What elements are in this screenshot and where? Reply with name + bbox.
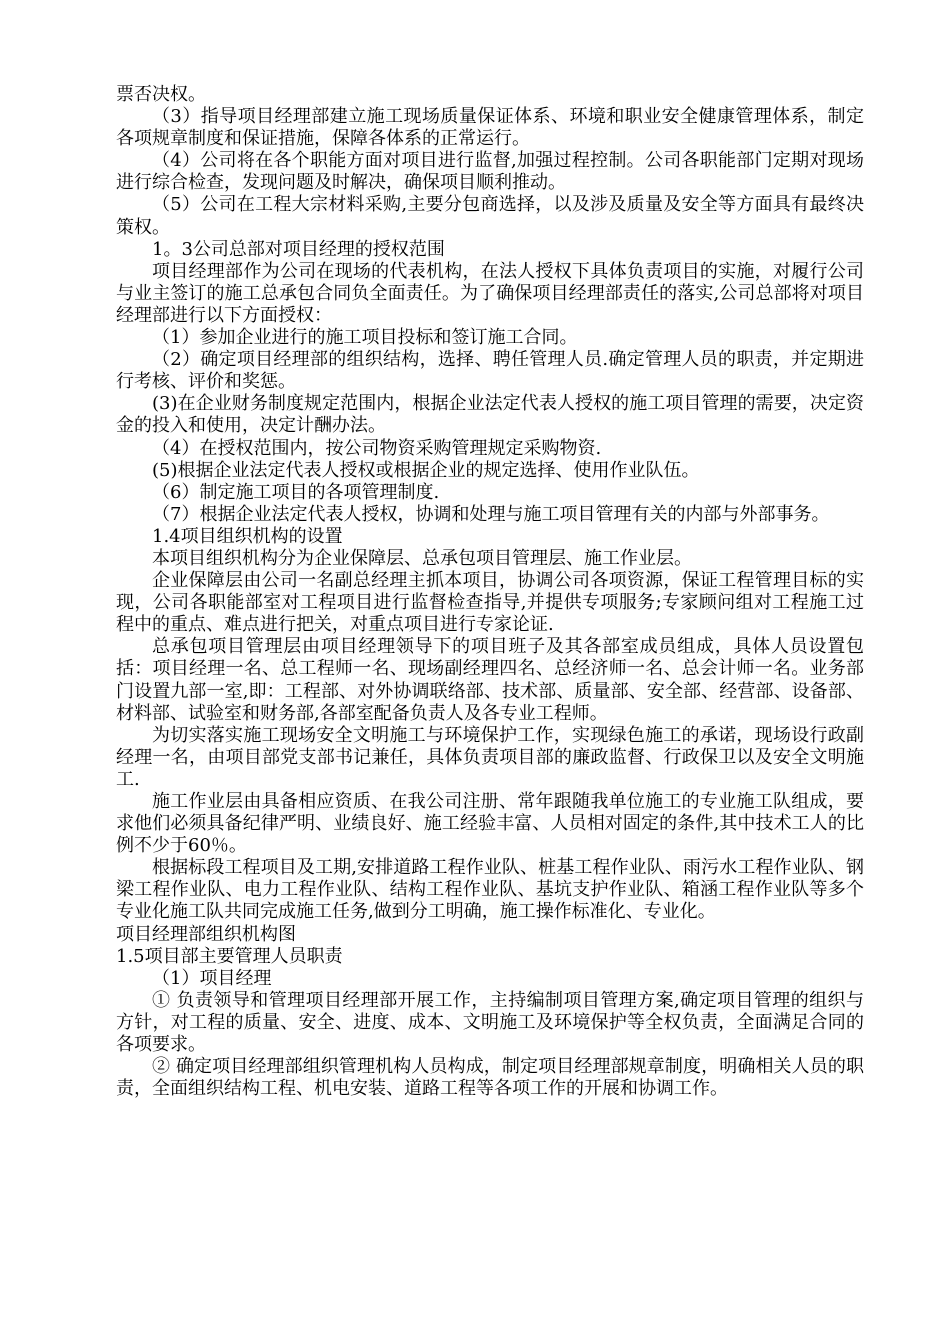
- section-heading-1-5: 1.5项目部主要管理人员职责: [116, 945, 343, 967]
- paragraph-org-layers: 本项目组织机构分为企业保障层、总承包项目管理层、施工作业层。: [152, 547, 692, 569]
- subheading-project-manager: （1）项目经理: [152, 967, 272, 989]
- paragraph-work-teams: 根据标段工程项目及工期,安排道路工程作业队、桩基工程作业队、雨污水工程作业队、钢梁工程作业队、电力工程作业队、结构工程作业队、基坑支护作业队、箱涵工程作业队等多个专业化施工队共同完成施工任务,做到分工明确，施工操作标准化、专业化。: [116, 857, 864, 923]
- paragraph-authorization-intro: 项目经理部作为公司在现场的代表机构，在法人授权下具体负责项目的实施，对履行公司与业主签订的施工总承包合同负全面责任。为了确保项目经理部责任的落实,公司总部将对项目经理部进行以下方面授权：: [116, 260, 864, 326]
- paragraph-auth-7: （7）根据企业法定代表人授权，协调和处理与施工项目管理有关的内部与外部事务。: [152, 503, 830, 525]
- paragraph-safety-civilization: 为切实落实施工现场安全文明施工与环境保护工作，实现绿色施工的承诺，现场设行政副经理一名，由项目部党支部书记兼任，具体负责项目部的廉政监督、行政保卫以及安全文明施工.: [116, 724, 864, 790]
- paragraph-item-4: （4）公司将在各个职能方面对项目进行监督,加强过程控制。公司各职能部门定期对现场进行综合检查，发现问题及时解决，确保项目顺利推动。: [116, 150, 864, 194]
- paragraph-auth-6: （6）制定施工项目的各项管理制度.: [152, 481, 440, 503]
- section-heading-1-4: 1.4项目组织机构的设置: [152, 525, 343, 547]
- paragraph-item-3: （3）指导项目经理部建立施工现场质量保证体系、环境和职业安全健康管理体系，制定各项规章制度和保证措施，保障各体系的正常运行。: [116, 106, 864, 150]
- paragraph-auth-1: （1）参加企业进行的施工项目投标和签订施工合同。: [152, 327, 578, 349]
- paragraph-item-5: （5）公司在工程大宗材料采购,主要分包商选择，以及涉及质量及安全等方面具有最终决策权。: [116, 194, 864, 238]
- paragraph-auth-2: （2）确定项目经理部的组织结构，选择、聘任管理人员.确定管理人员的职责，并定期进行考核、评价和奖惩。: [116, 349, 864, 393]
- paragraph-auth-3: (3)在企业财务制度规定范围内，根据企业法定代表人授权的施工项目管理的需要，决定资金的投入和使用，决定计酬办法。: [116, 393, 864, 437]
- paragraph-continuation: 票否决权。: [116, 84, 206, 105]
- paragraph-duty-1: ① 负责领导和管理项目经理部开展工作，主持编制项目管理方案,确定项目管理的组织与方针，对工程的质量、安全、进度、成本、文明施工及环境保护等全权负责，全面满足合同的各项要求。: [116, 989, 864, 1056]
- paragraph-construction-layer: 施工作业层由具备相应资质、在我公司注册、常年跟随我单位施工的专业施工队组成，要求他们必须具备纪律严明、业绩良好、施工经验丰富、人员相对固定的条件,其中技术工人的比例不少于60％。: [116, 791, 864, 857]
- paragraph-management-layer: 总承包项目管理层由项目经理领导下的项目班子及其各部室成员组成，具体人员设置包括：项目经理一名、总工程师一名、现场副经理四名、总经济师一名、总会计师一名。业务部门设置九部一室,即：工程部、对外协调联络部、技术部、质量部、安全部、经营部、设备部、材料部、试验室和财务部,各部室配备负责人及各专业工程师。: [116, 636, 864, 724]
- paragraph-duty-2: ② 确定项目经理部组织管理机构人员构成，制定项目经理部规章制度，明确相关人员的职责，全面组织结构工程、机电安装、道路工程等各项工作的开展和协调工作。: [116, 1056, 864, 1100]
- section-heading-1-3: 1。3公司总部对项目经理的授权范围: [152, 238, 445, 260]
- figure-caption: 项目经理部组织机构图: [116, 923, 296, 945]
- paragraph-auth-5: (5)根据企业法定代表人授权或根据企业的规定选择、使用作业队伍。: [152, 459, 700, 481]
- paragraph-auth-4: （4）在授权范围内，按公司物资采购管理规定采购物资.: [152, 437, 602, 459]
- document-body: [116, 84, 864, 1100]
- paragraph-enterprise-layer: 企业保障层由公司一名副总经理主抓本项目，协调公司各项资源，保证工程管理目标的实现，公司各职能部室对工程项目进行监督检查指导,并提供专项服务;专家顾问组对工程施工过程中的重点、难点进行把关，对重点项目进行专家论证.: [116, 570, 864, 636]
